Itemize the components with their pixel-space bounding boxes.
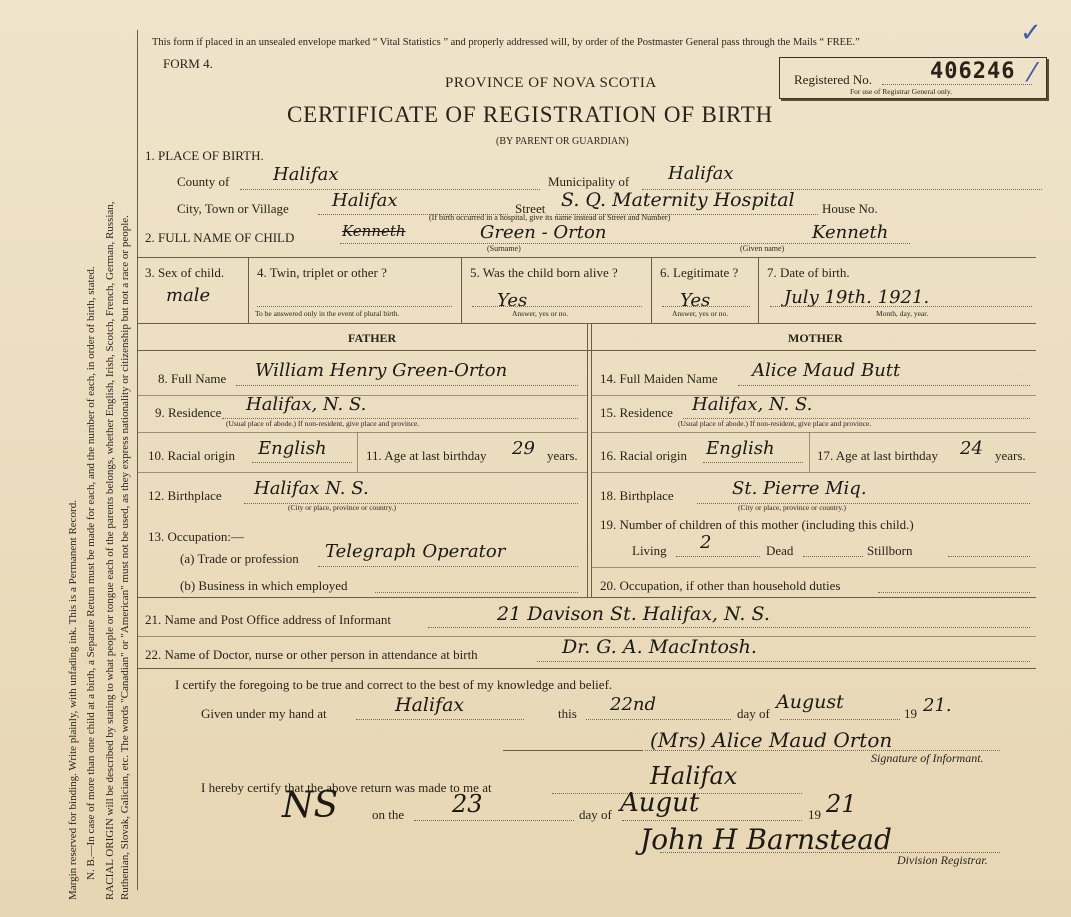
given-under-label: Given under my hand at [201, 706, 327, 721]
mother-row-rule-4 [591, 567, 1036, 568]
given-day-of-label: day of [737, 706, 770, 721]
mother-racial-value: English [706, 438, 775, 459]
registrar-on-the-label: on the [372, 807, 405, 822]
given-place-line [356, 719, 524, 720]
registrar-certify-text: I hereby certify that the above return was made to me at [201, 780, 492, 795]
given-month-value: August [776, 691, 844, 713]
mother-living-value: 2 [700, 532, 712, 553]
mail-notice: This form if placed in an unsealed envelope marked “ Vital Statistics ” and properly addressed will, by order of the Postmaster General pass through the Mails “ FREE.” [152, 37, 860, 48]
given-year-value: 21. [923, 695, 952, 716]
mother-row-rule-2 [591, 432, 1036, 433]
given-caption: (Given name) [740, 244, 785, 253]
alive-label: 5. Was the child born alive ? [470, 265, 618, 280]
county-value: Halifax [273, 164, 339, 185]
informant-signature: (Mrs) Alice Maud Orton [650, 728, 893, 752]
mother-birthplace-caption: (City or place, province or country.) [738, 503, 847, 512]
father-residence-caption: (Usual place of abode.) If non-resident, give place and province. [226, 419, 420, 428]
signature-left-rule [503, 750, 643, 751]
mother-birthplace-value: St. Pierre Miq. [732, 478, 867, 499]
certificate-subtitle: (BY PARENT OR GUARDIAN) [496, 136, 629, 147]
father-name-label: 8. Full Name [158, 371, 227, 386]
father-racial-divider [357, 432, 358, 472]
mother-racial-line [703, 462, 803, 463]
registrar-place-value: Halifax [650, 762, 738, 790]
mother-children-label: 19. Number of children of this mother (including this child.) [600, 517, 914, 532]
mother-age-value: 24 [960, 438, 983, 459]
mother-name-value: Alice Maud Butt [752, 360, 901, 381]
twin-note: To be answered only in the event of plural birth. [255, 309, 400, 318]
mother-stillborn-label: Stillborn [867, 543, 913, 558]
parents-heading-rule [138, 350, 1036, 351]
margin-note-3: RACIAL ORIGIN will be described by stating to what people or tongue each of the parents belongs, whether English, Irish, Scotch, French, German, Russian, [104, 201, 116, 900]
registrar-day-value: 23 [452, 790, 483, 818]
father-birthplace-label: 12. Birthplace [148, 488, 222, 503]
row3-divider-2 [461, 257, 462, 323]
father-business-line [375, 592, 578, 593]
registered-label: Registered No. [794, 72, 872, 87]
informant-label: 21. Name and Post Office address of Informant [145, 612, 391, 627]
father-name-value: William Henry Green-Orton [255, 360, 508, 381]
father-row-rule-3 [138, 472, 587, 473]
margin-note-4: Ruthenian, Slovak, Galician, etc. The words "Canadian" or "American" must not be used, as they express nationality or citizenship but not a race or people. [119, 215, 131, 900]
mother-occupation-line [878, 592, 1030, 593]
registrar-year-prefix: 19 [808, 807, 821, 822]
mother-residence-caption: (Usual place of abode.) If non-resident, give place and province. [678, 419, 872, 428]
mother-living-label: Living [632, 543, 667, 558]
registered-dots [882, 84, 1032, 85]
row3-divider-4 [758, 257, 759, 323]
informant-line [428, 627, 1030, 628]
doctor-line [537, 661, 1030, 662]
certify-text: I certify the foregoing to be true and correct to the best of my knowledge and belief. [175, 677, 613, 692]
date-line [770, 306, 1032, 307]
sex-value: male [166, 285, 211, 306]
hospital-note: (If birth occurred in a hospital, give its name instead of Street and Number) [429, 213, 671, 222]
alive-line [472, 306, 642, 307]
given-this-label: this [558, 706, 577, 721]
date-label: 7. Date of birth. [767, 265, 850, 280]
mother-years-label: years. [995, 448, 1026, 463]
parents-bottom-rule [138, 597, 1036, 598]
father-residence-value: Halifax, N. S. [246, 394, 367, 415]
parents-divider-2 [591, 323, 592, 597]
registrar-day-of-label: day of [579, 807, 612, 822]
mother-name-line [738, 385, 1030, 386]
mother-birthplace-label: 18. Birthplace [600, 488, 674, 503]
father-heading: FATHER [348, 331, 397, 345]
surname-caption: (Surname) [487, 244, 521, 253]
twin-line [257, 306, 452, 307]
mother-heading: MOTHER [788, 331, 843, 345]
legit-label: 6. Legitimate ? [660, 265, 739, 280]
father-racial-line [252, 462, 352, 463]
registrar-note: For use of Registrar General only. [850, 87, 952, 96]
check-mark-icon: ✓ [1020, 18, 1042, 48]
check-mark-blue-icon: ⁄ [1030, 58, 1035, 88]
registered-number: 406246 [930, 59, 1016, 84]
child-name-struck: Kenneth [342, 222, 406, 240]
margin-rule [137, 30, 138, 890]
city-label: City, Town or Village [177, 201, 289, 216]
mother-occupation-label: 20. Occupation, if other than household duties [600, 578, 841, 593]
twin-label: 4. Twin, triplet or other ? [257, 265, 387, 280]
mother-racial-label: 16. Racial origin [600, 448, 688, 463]
street-value: S. Q. Maternity Hospital [561, 189, 795, 211]
registrar-year-value: 21 [826, 790, 857, 818]
mother-row-rule-3 [591, 472, 1036, 473]
municipality-value: Halifax [668, 163, 734, 184]
county-label: County of [177, 174, 230, 189]
given-place-value: Halifax [395, 694, 465, 716]
registered-box [779, 57, 1047, 99]
mother-name-label: 14. Full Maiden Name [600, 371, 718, 386]
doctor-label: 22. Name of Doctor, nurse or other person in attendance at birth [145, 647, 478, 662]
father-occupation-label: 13. Occupation:— [148, 529, 245, 544]
doctor-rule [138, 668, 1036, 669]
legit-value: Yes [680, 290, 711, 311]
certificate-title: CERTIFICATE OF REGISTRATION OF BIRTH [287, 102, 774, 127]
given-day-value: 22nd [610, 694, 657, 715]
row3-top-rule [138, 257, 1036, 258]
father-trade-value: Telegraph Operator [325, 541, 506, 562]
alive-value: Yes [497, 290, 528, 311]
father-racial-value: English [258, 438, 327, 459]
form-number: FORM 4. [163, 56, 213, 71]
father-age-value: 29 [512, 438, 535, 459]
place-of-birth-heading: 1. PLACE OF BIRTH. [145, 148, 264, 163]
mother-dead-line [803, 556, 863, 557]
mother-age-label: 17. Age at last birthday [817, 448, 938, 463]
row3-divider-1 [248, 257, 249, 323]
child-surname: Green - Orton [480, 222, 607, 243]
registrar-day-line [414, 820, 574, 821]
date-value: July 19th. 1921. [784, 287, 930, 308]
alive-caption: Answer, yes or no. [512, 309, 569, 318]
house-label: House No. [822, 201, 878, 216]
father-business-label: (b) Business in which employed [180, 578, 348, 593]
legit-caption: Answer, yes or no. [672, 309, 729, 318]
informant-value: 21 Davison St. Halifax, N. S. [497, 603, 770, 625]
mother-living-line [676, 556, 760, 557]
child-given-name: Kenneth [812, 222, 889, 243]
given-month-line [780, 719, 900, 720]
registrar-month-line [622, 820, 802, 821]
father-trade-line [318, 566, 578, 567]
doctor-value: Dr. G. A. MacIntosh. [562, 636, 757, 658]
child-name-label: 2. FULL NAME OF CHILD [145, 230, 295, 245]
registrar-initials: NS [282, 785, 339, 826]
row3-divider-3 [651, 257, 652, 323]
mother-residence-label: 15. Residence [600, 405, 673, 420]
signature-caption: Signature of Informant. [871, 751, 984, 765]
father-age-label: 11. Age at last birthday [366, 448, 487, 463]
father-trade-label: (a) Trade or profession [180, 551, 299, 566]
municipality-label: Municipality of [548, 174, 630, 189]
mother-racial-divider [809, 432, 810, 472]
registrar-caption: Division Registrar. [897, 853, 988, 867]
father-residence-label: 9. Residence [155, 405, 222, 420]
legit-line [662, 306, 750, 307]
parents-divider [587, 323, 588, 597]
given-day-line [586, 719, 731, 720]
margin-note-1: Margin reserved for binding. Write plainly, with unfading ink. This is a Permanent Record. [67, 500, 79, 900]
father-years-label: years. [547, 448, 578, 463]
child-name-line [340, 243, 910, 244]
father-name-line [236, 385, 578, 386]
mother-stillborn-line [948, 556, 1030, 557]
father-racial-label: 10. Racial origin [148, 448, 236, 463]
street-label: Street [515, 201, 546, 216]
father-birthplace-caption: (City or place, province or country.) [288, 503, 397, 512]
city-value: Halifax [332, 190, 398, 211]
registrar-month-value: Augut [620, 788, 700, 818]
given-year-prefix: 19 [904, 706, 917, 721]
father-birthplace-value: Halifax N. S. [254, 478, 369, 499]
date-caption: Month, day, year. [876, 309, 929, 318]
sex-label: 3. Sex of child. [145, 265, 225, 280]
mother-row-rule-1 [591, 395, 1036, 396]
province-heading: PROVINCE OF NOVA SCOTIA [445, 75, 657, 91]
father-row-rule-2 [138, 432, 587, 433]
mother-dead-label: Dead [766, 543, 794, 558]
mother-residence-value: Halifax, N. S. [692, 394, 813, 415]
registrar-signature: John H Barnstead [640, 823, 892, 856]
margin-note-2: N. B.—In case of more than one child at a birth, a Separate Return must be made for each, and the number of each, in order of birth, stated. [85, 266, 97, 880]
